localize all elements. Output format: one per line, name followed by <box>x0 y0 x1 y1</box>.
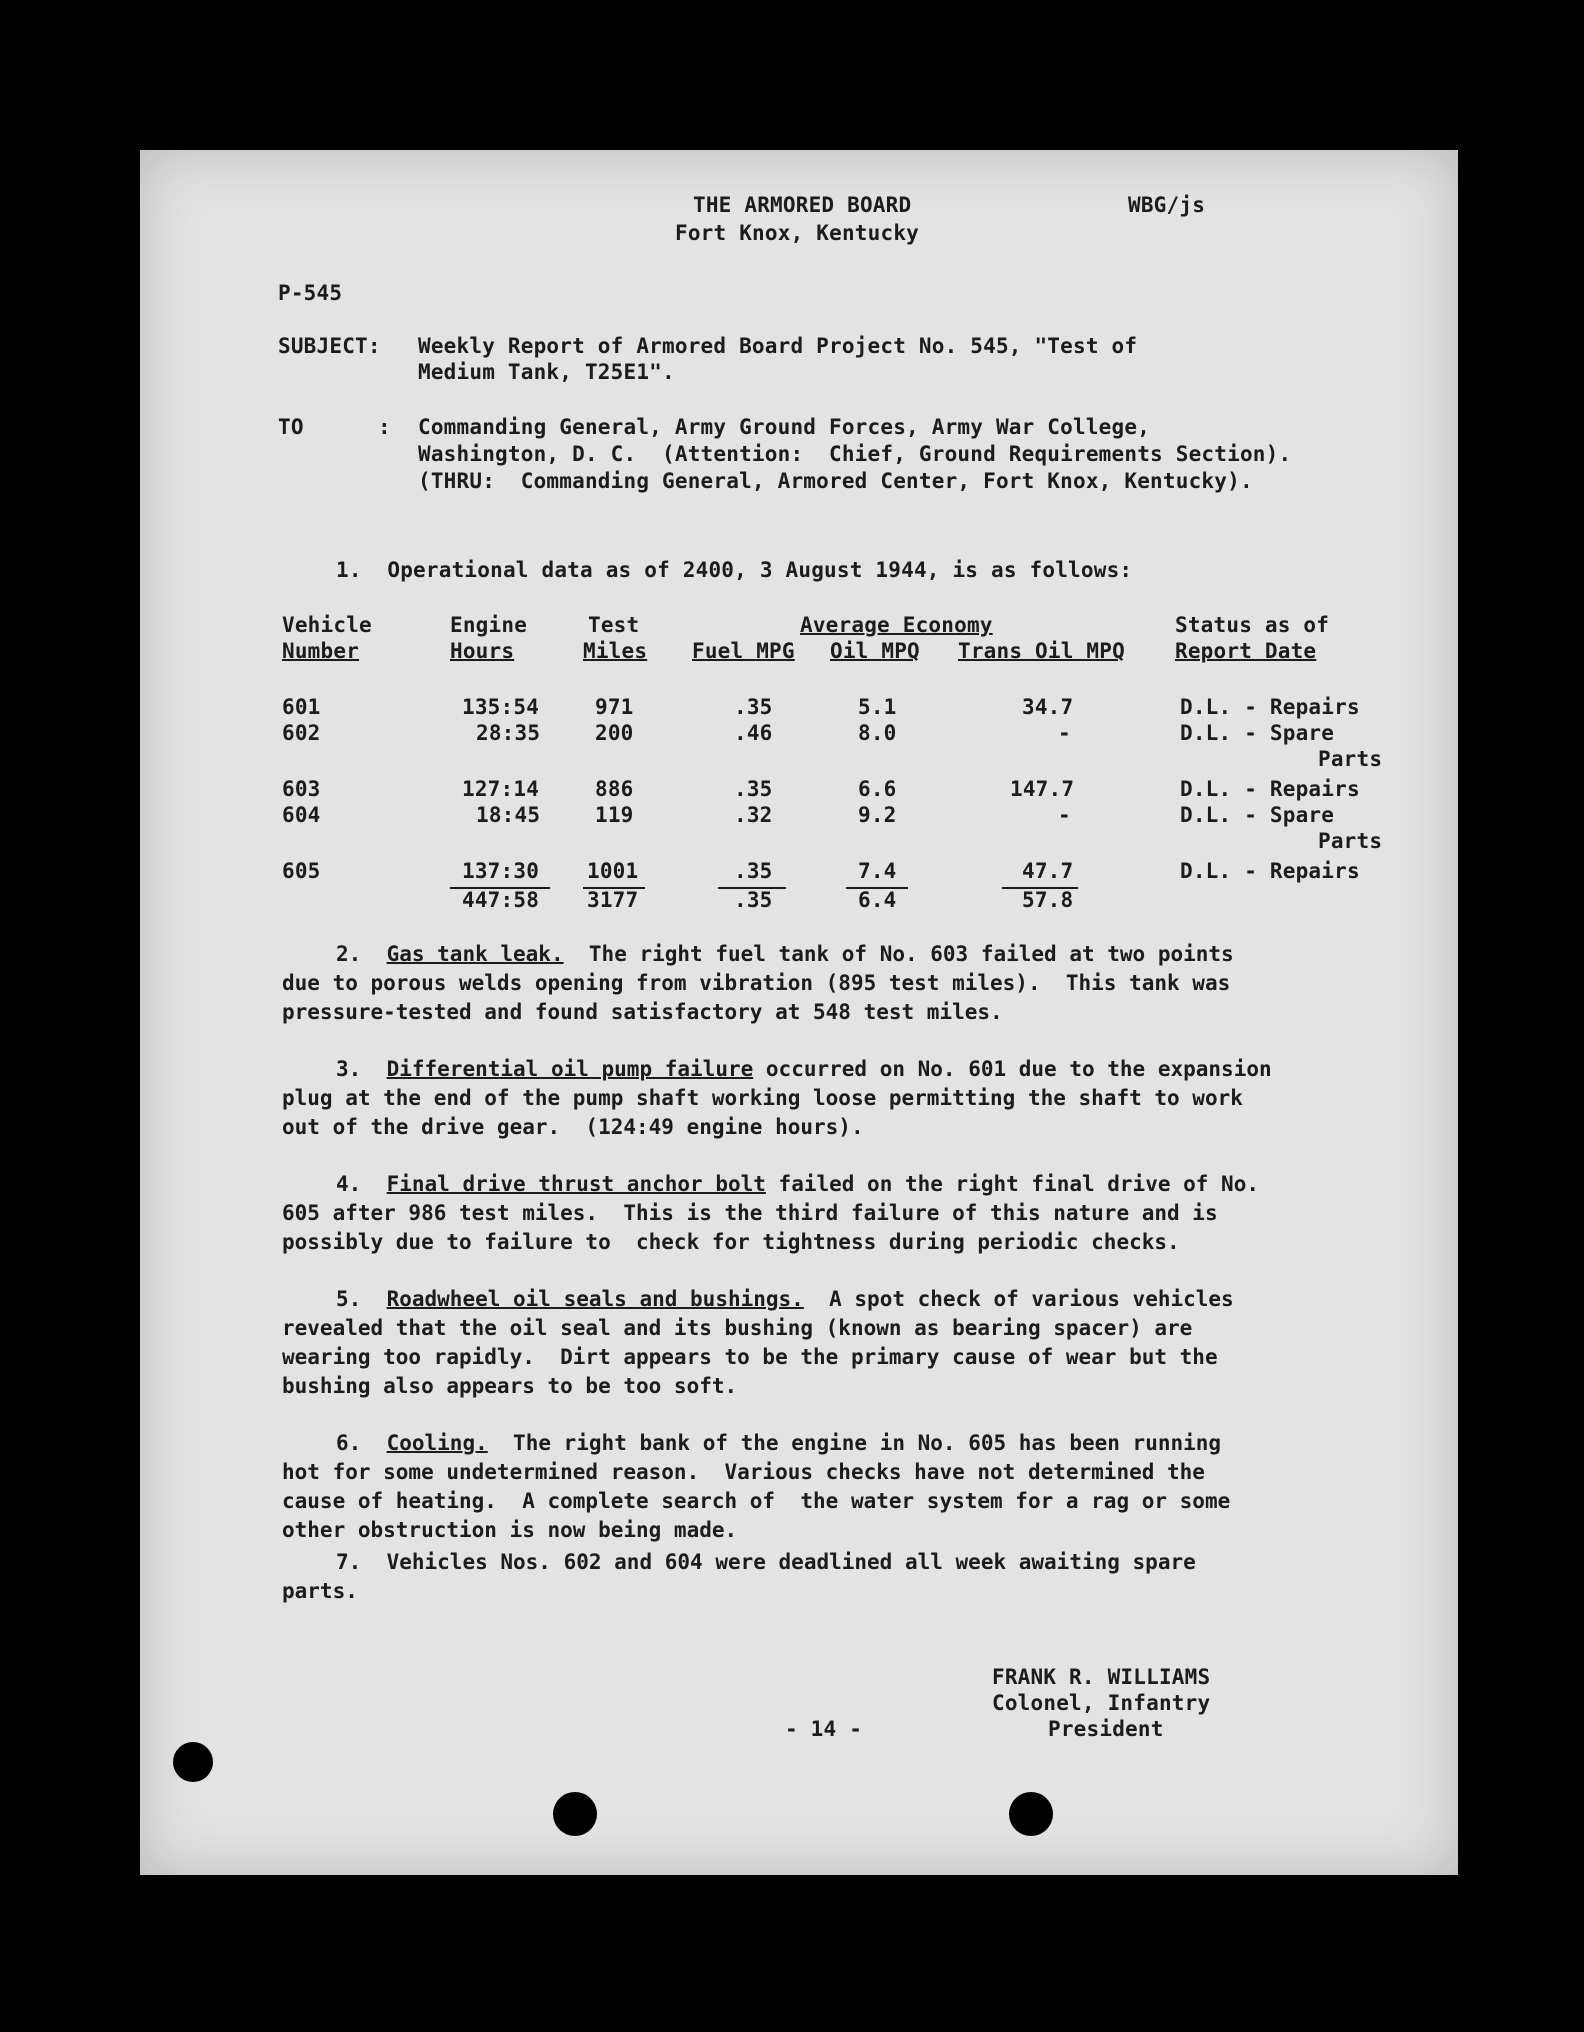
subject-line-1: Weekly Report of Armored Board Project No. 545, "Test of <box>418 334 1138 358</box>
to-colon: : <box>378 415 391 439</box>
paragraph-line: revealed that the oil seal and its bushing (known as bearing spacer) are <box>282 1316 1193 1340</box>
cell-oil: 8.0 <box>858 721 897 745</box>
paragraph-line: due to porous welds opening from vibration (895 test miles). This tank was <box>282 971 1231 995</box>
paragraph-title: Roadwheel oil seals and bushings. <box>386 1287 804 1311</box>
cell-hours: 28:35 <box>476 721 541 745</box>
col-header-oil: Oil MPQ <box>830 639 920 663</box>
page-number: - 14 - <box>785 1717 863 1741</box>
subject-line-2: Medium Tank, T25E1". <box>418 360 675 384</box>
cell-miles: 119 <box>595 803 634 827</box>
cell-status: D.L. - Spare <box>1180 721 1335 745</box>
paragraph-title: Differential oil pump failure <box>386 1057 754 1081</box>
signature-title: President <box>1048 1717 1164 1741</box>
cell-trans: 34.7 <box>1022 695 1074 719</box>
cell-oil: 9.2 <box>858 803 897 827</box>
paragraph-line: plug at the end of the pump shaft working loose permitting the shaft to work <box>282 1086 1243 1110</box>
punch-hole-left <box>173 1742 213 1782</box>
cell-trans: - <box>1058 721 1071 745</box>
col-header-vehicle-2: Number <box>282 639 360 663</box>
col-header-average-economy: Average Economy <box>800 613 993 637</box>
to-line-1: Commanding General, Army Ground Forces, Army War College, <box>418 415 1151 439</box>
to-label: TO <box>278 415 304 439</box>
paragraph-line: 605 after 986 test miles. This is the third failure of this nature and is <box>282 1201 1218 1225</box>
cell-status: D.L. - Repairs <box>1180 695 1360 719</box>
col-header-engine-1: Engine <box>450 613 528 637</box>
col-header-trans: Trans Oil MPQ <box>958 639 1125 663</box>
document-page <box>140 150 1458 1875</box>
cell-vehicle: 601 <box>282 695 321 719</box>
cell-fuel: .46 <box>734 721 773 745</box>
paragraph-line: parts. <box>282 1579 358 1603</box>
cell-hours: 127:14 <box>462 777 540 801</box>
subject-label: SUBJECT: <box>278 334 381 358</box>
cell-hours: 18:45 <box>476 803 541 827</box>
header-org: THE ARMORED BOARD <box>693 193 912 217</box>
total-fuel: .35 <box>734 888 773 912</box>
paragraph-line: out of the drive gear. (124:49 engine hours). <box>282 1115 864 1139</box>
paragraph-line: A spot check of various vehicles <box>829 1287 1234 1311</box>
paragraph-number: 3. <box>336 1057 362 1081</box>
cell-miles: 1001 <box>587 859 639 883</box>
paragraph-number: 2. <box>336 942 362 966</box>
cell-vehicle: 603 <box>282 777 321 801</box>
cell-miles: 971 <box>595 695 634 719</box>
header-ref: WBG/js <box>1128 193 1206 217</box>
signature-name: FRANK R. WILLIAMS <box>992 1665 1211 1689</box>
col-header-test-1: Test <box>588 613 640 637</box>
cell-vehicle: 604 <box>282 803 321 827</box>
header-location: Fort Knox, Kentucky <box>675 221 920 245</box>
col-header-vehicle-1: Vehicle <box>282 613 372 637</box>
total-miles: 3177 <box>587 888 639 912</box>
cell-hours: 137:30 <box>462 859 540 883</box>
paragraph-title: Final drive thrust anchor bolt <box>386 1172 766 1196</box>
paragraph-line: The right fuel tank of No. 603 failed at two points <box>588 942 1234 966</box>
paragraph-line: occurred on No. 601 due to the expansion <box>765 1057 1272 1081</box>
cell-trans: 47.7 <box>1022 859 1074 883</box>
col-header-fuel: Fuel MPG <box>692 639 795 663</box>
cell-miles: 200 <box>595 721 634 745</box>
cell-fuel: .35 <box>734 777 773 801</box>
cell-status: D.L. - Repairs <box>1180 859 1360 883</box>
cell-status: D.L. - Repairs <box>1180 777 1360 801</box>
cell-vehicle: 602 <box>282 721 321 745</box>
total-hours: 447:58 <box>462 888 540 912</box>
paragraph-1: 1. Operational data as of 2400, 3 August 1944, is as follows: <box>336 558 1133 582</box>
cell-fuel: .32 <box>734 803 773 827</box>
cell-status-2: Parts <box>1318 829 1383 853</box>
cell-fuel: .35 <box>734 695 773 719</box>
to-line-2: Washington, D. C. (Attention: Chief, Ground Requirements Section). <box>418 442 1292 466</box>
punch-hole-bottom-right <box>1009 1792 1053 1836</box>
cell-oil: 5.1 <box>858 695 897 719</box>
cell-miles: 886 <box>595 777 634 801</box>
paragraph-line: hot for some undetermined reason. Various checks have not determined the <box>282 1460 1205 1484</box>
total-trans: 57.8 <box>1022 888 1074 912</box>
paragraph-number: 5. <box>336 1287 362 1311</box>
paragraph-line: wearing too rapidly. Dirt appears to be the primary cause of wear but the <box>282 1345 1218 1369</box>
paragraph-number: 4. <box>336 1172 362 1196</box>
file-number: P-545 <box>278 281 343 305</box>
punch-hole-bottom-left <box>553 1792 597 1836</box>
cell-vehicle: 605 <box>282 859 321 883</box>
to-line-3: (THRU: Commanding General, Armored Center, Fort Knox, Kentucky). <box>418 469 1253 493</box>
cell-oil: 7.4 <box>858 859 897 883</box>
col-header-status-1: Status as of <box>1175 613 1330 637</box>
col-header-test-2: Miles <box>583 639 648 663</box>
total-oil: 6.4 <box>858 888 897 912</box>
col-header-engine-2: Hours <box>450 639 515 663</box>
paragraph-line: cause of heating. A complete search of the water system for a rag or some <box>282 1489 1231 1513</box>
paragraph-line: other obstruction is now being made. <box>282 1518 738 1542</box>
paragraph-line: bushing also appears to be too soft. <box>282 1374 738 1398</box>
cell-fuel: .35 <box>734 859 773 883</box>
paragraph-number: 6. <box>336 1431 362 1455</box>
paragraph-number: 7. <box>336 1550 362 1574</box>
cell-oil: 6.6 <box>858 777 897 801</box>
paragraph-line: Vehicles Nos. 602 and 604 were deadlined all week awaiting spare <box>386 1550 1196 1574</box>
cell-status: D.L. - Spare <box>1180 803 1335 827</box>
paragraph-line: failed on the right final drive of No. <box>778 1172 1259 1196</box>
paragraph-title: Gas tank leak. <box>386 942 564 966</box>
signature-rank: Colonel, Infantry <box>992 1691 1211 1715</box>
cell-trans: - <box>1058 803 1071 827</box>
paragraph-line: The right bank of the engine in No. 605 has been running <box>513 1431 1222 1455</box>
cell-trans: 147.7 <box>1010 777 1075 801</box>
cell-hours: 135:54 <box>462 695 540 719</box>
cell-status-2: Parts <box>1318 747 1383 771</box>
paragraph-line: pressure-tested and found satisfactory at 548 test miles. <box>282 1000 1003 1024</box>
paragraph-title: Cooling. <box>386 1431 488 1455</box>
paragraph-line: possibly due to failure to check for tightness during periodic checks. <box>282 1230 1180 1254</box>
col-header-status-2: Report Date <box>1175 639 1317 663</box>
